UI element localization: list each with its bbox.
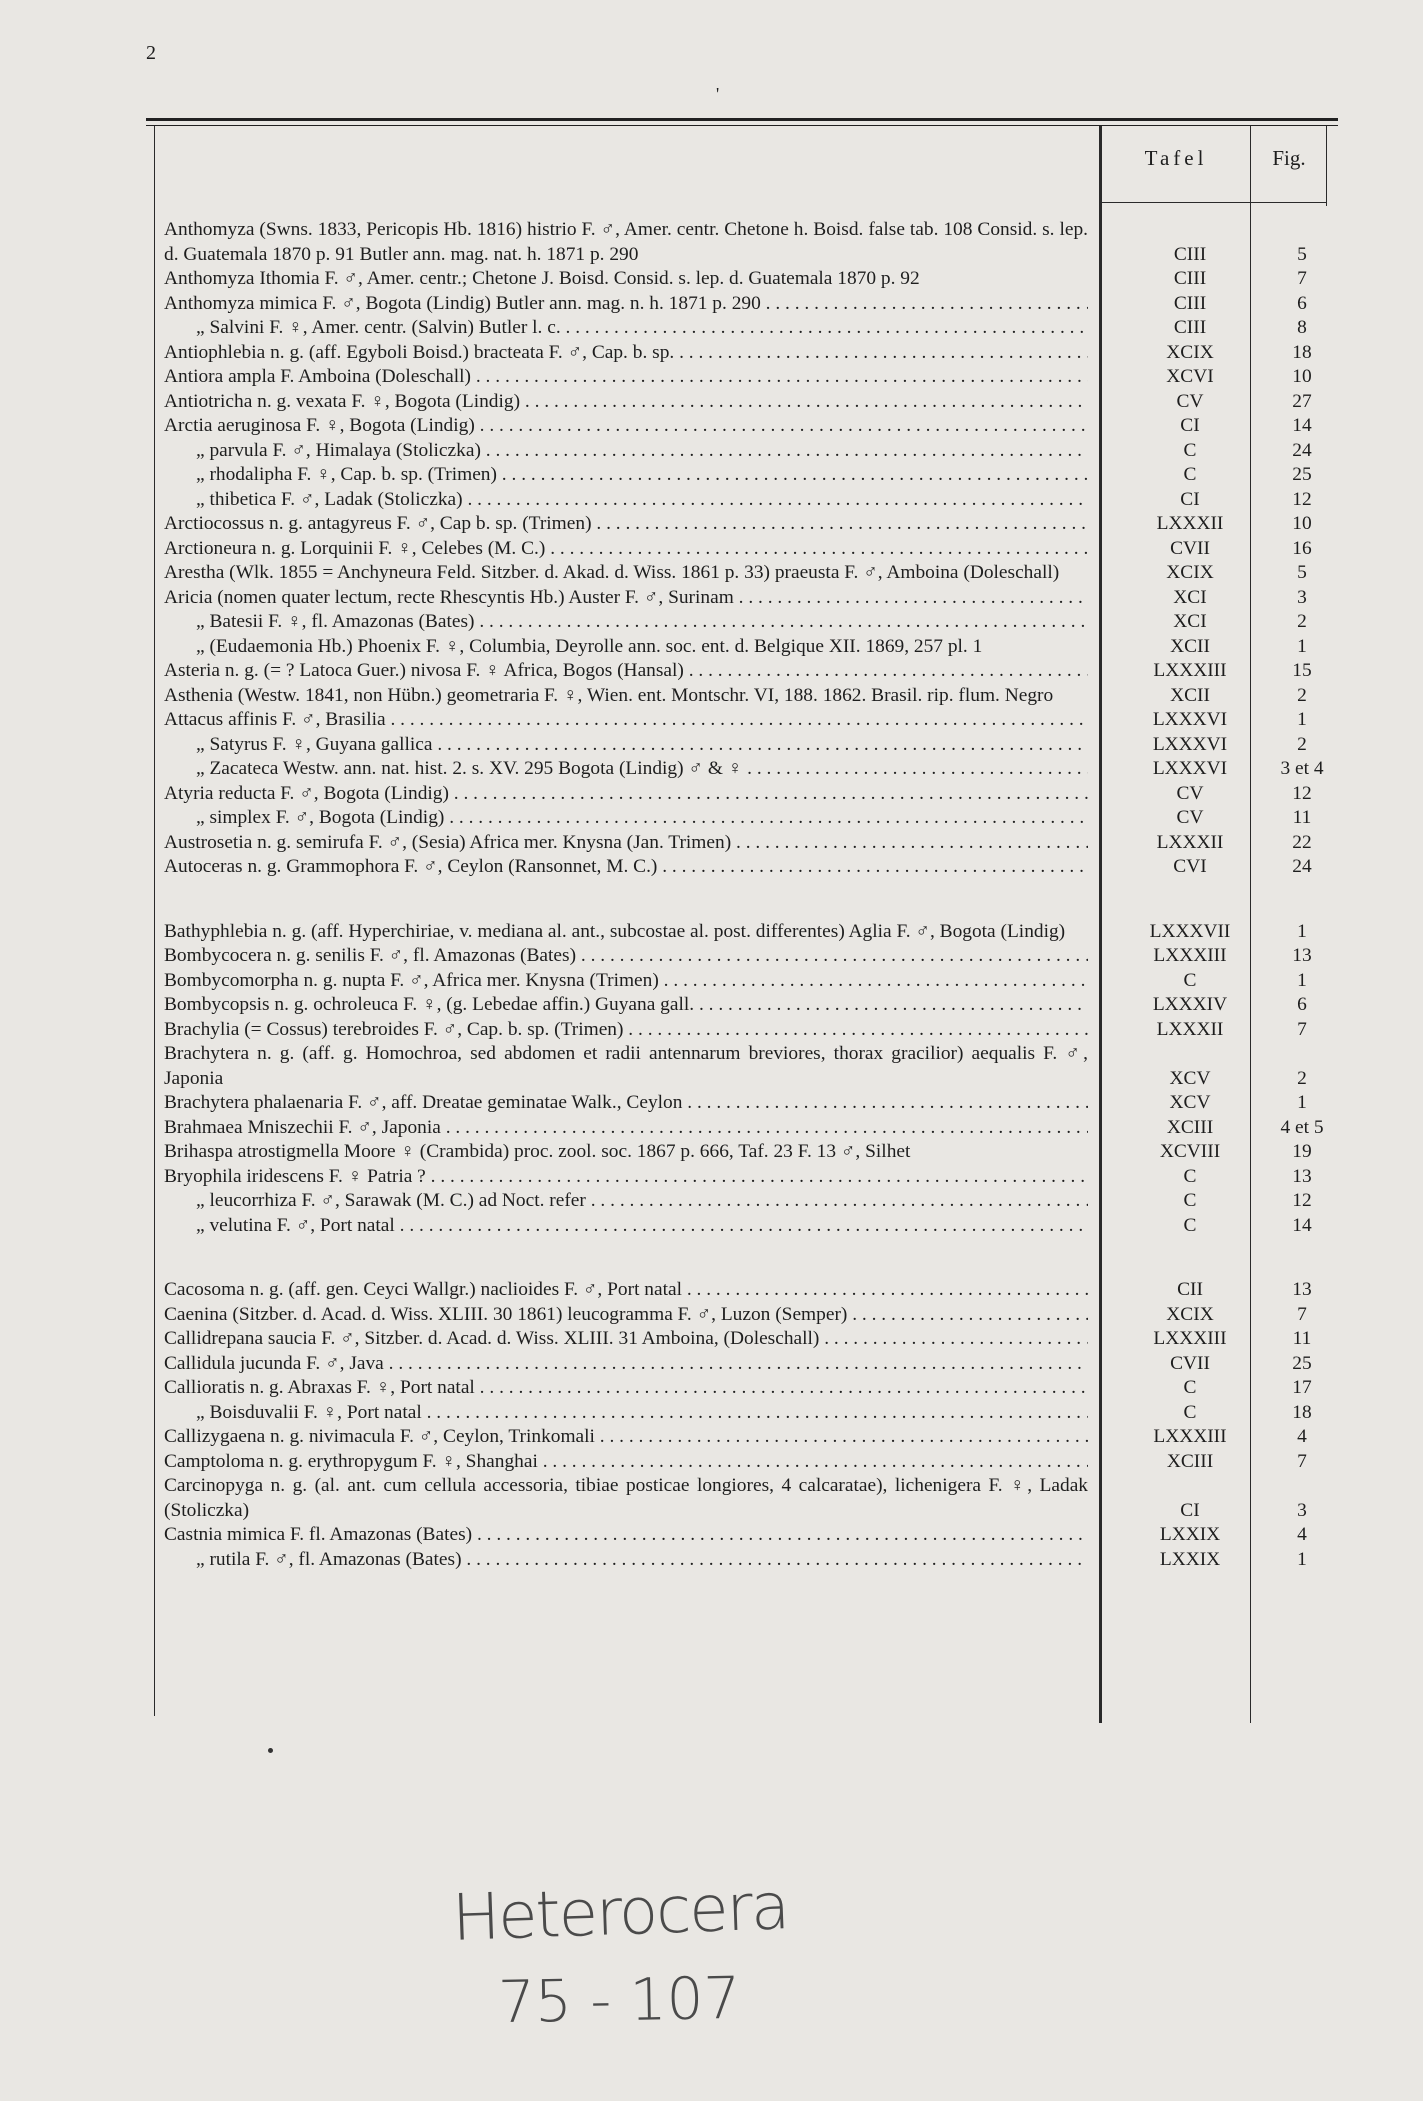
index-entry <box>164 1278 1344 1303</box>
entry-tafel: C <box>1183 464 1197 485</box>
entry-text: Carcinopyga n. g. (al. ant. cum cellula accessoria, tibiae posticae longiores, 4 calcaratae), lichenigera F. ♀, Ladak (Stoliczka) <box>164 1475 1088 1521</box>
entry-fig: 12 <box>1292 782 1312 804</box>
entry-tafel: LXXIX <box>1159 1524 1221 1545</box>
index-entry <box>164 610 1344 635</box>
index-entry <box>164 1116 1344 1141</box>
entry-text: Attacus affinis F. ♂, Brasilia . . . <box>164 708 1088 733</box>
index-entry <box>164 1376 1344 1401</box>
entry-tafel: CV <box>1176 807 1204 828</box>
entry-fig: 12 <box>1292 488 1312 510</box>
entry-text: Bombycomorpha n. g. nupta F. ♂, Africa mer. Knysna (Trimen) . . . <box>164 969 1088 994</box>
entry-fig: 22 <box>1292 831 1312 853</box>
entry-text: Aricia (nomen quater lectum, recte Rhescyntis Hb.) Auster F. ♂, Surinam . . . <box>164 586 1088 611</box>
index-entry <box>164 635 1344 660</box>
index-entry <box>164 782 1344 807</box>
entry-text: Asthenia (Westw. 1841, non Hübn.) geometraria F. ♀, Wien. ent. Montschr. VI, 188. 1862. Brasil. rip. flum. Negro <box>164 684 1054 706</box>
entry-fig: 18 <box>1292 1401 1312 1423</box>
entry-text: Brahmaea Mniszechii F. ♂, Japonia . . . <box>164 1116 1088 1141</box>
index-entry <box>164 1165 1344 1190</box>
index-entry <box>164 684 1344 709</box>
entry-tafel: CI <box>1180 415 1200 436</box>
entry-text: Antiotricha n. g. vexata F. ♀, Bogota (Lindig) . . . <box>164 390 1088 415</box>
entry-text: Camptoloma n. g. erythropygum F. ♀, Shanghai . . . <box>164 1450 1088 1475</box>
entry-text: Antiora ampla F. Amboina (Doleschall) . . . <box>164 365 1088 390</box>
entry-fig: 1 <box>1297 920 1307 942</box>
index-entry <box>164 708 1344 733</box>
entry-tafel: C <box>1183 1377 1197 1398</box>
entry-text: Callizygaena n. g. nivimacula F. ♂, Ceylon, Trinkomali . . . <box>164 1425 1088 1450</box>
entry-fig: 2 <box>1297 1067 1307 1089</box>
entry-tafel: C <box>1183 439 1197 461</box>
entry-tafel: CVII <box>1170 1352 1210 1374</box>
entry-fig: 1 <box>1297 1092 1307 1113</box>
index-entry <box>164 733 1344 758</box>
entry-tafel: LXXXIII <box>1153 945 1227 966</box>
entry-tafel: C <box>1183 1165 1197 1187</box>
entry-text: Arctia aeruginosa F. ♀, Bogota (Lindig) . . . <box>164 414 1088 439</box>
entry-fig: 3 et 4 <box>1280 758 1324 779</box>
entry-text: „ Satyrus F. ♀, Guyana gallica . . . <box>164 733 1088 758</box>
index-entry <box>164 1450 1344 1475</box>
entry-fig: 13 <box>1292 1165 1312 1187</box>
entry-tafel: CV <box>1176 782 1204 804</box>
entry-tafel: XCVI <box>1166 366 1214 387</box>
entry-text: „ simplex F. ♂, Bogota (Lindig) . . . <box>164 806 1088 831</box>
index-entry <box>164 1523 1344 1548</box>
entry-fig: 19 <box>1292 1141 1312 1162</box>
index-entry <box>164 1474 1344 1523</box>
index-entry <box>164 1401 1344 1426</box>
entry-tafel: CVII <box>1170 537 1210 559</box>
entry-fig: 4 <box>1297 1426 1307 1447</box>
entry-tafel: LXXIX <box>1159 1548 1221 1570</box>
entry-text: „ rhodalipha F. ♀, Cap. b. sp. (Trimen) . . . <box>164 463 1088 488</box>
entry-text: Bathyphlebia n. g. (aff. Hyperchiriae, v. mediana al. ant., subcostae al. post. differentes) Aglia F. ♂, Bogota (Lindig) <box>164 920 1066 942</box>
ink-dot <box>268 1748 273 1753</box>
entry-tafel: C <box>1183 969 1197 991</box>
index-entry <box>164 1042 1344 1091</box>
entry-text: Castnia mimica F. fl. Amazonas (Bates) . . . <box>164 1523 1088 1548</box>
entry-text: Arctiocossus n. g. antagyreus F. ♂, Cap b. sp. (Trimen) . . . <box>164 512 1088 537</box>
index-entry <box>164 855 1344 880</box>
section-spacer <box>164 880 1344 920</box>
entry-tafel: XCII <box>1170 635 1210 657</box>
entry-tafel: XCIII <box>1166 1450 1214 1472</box>
entry-fig: 1 <box>1297 635 1307 657</box>
section-spacer <box>164 1238 1344 1278</box>
entry-tafel: LXXXVI <box>1152 733 1228 755</box>
top-rule-thin <box>146 125 1338 126</box>
entry-text: Brachylia (= Cossus) terebroides F. ♂, Cap. b. sp. (Trimen) . . . <box>164 1018 1088 1043</box>
index-entry <box>164 920 1344 945</box>
entry-tafel: LXXXII <box>1156 831 1224 853</box>
index-entry <box>164 1189 1344 1214</box>
entry-fig: 6 <box>1297 292 1307 314</box>
entry-fig: 16 <box>1292 537 1312 559</box>
entry-text: Antiophlebia n. g. (aff. Egyboli Boisd.) bracteata F. ♂, Cap. b. sp. . . . <box>164 341 1088 366</box>
index-entry <box>164 488 1344 513</box>
index-entry <box>164 1140 1344 1165</box>
index-entry <box>164 316 1344 341</box>
index-entry <box>164 365 1344 390</box>
entry-tafel: CI <box>1180 1499 1200 1521</box>
entry-fig: 18 <box>1292 341 1312 363</box>
entry-tafel: XCV <box>1169 1067 1211 1089</box>
entry-text: Atyria reducta F. ♂, Bogota (Lindig) . . . <box>164 782 1088 807</box>
entry-fig: 1 <box>1297 1548 1307 1570</box>
entry-fig: 2 <box>1297 611 1307 632</box>
entry-fig: 3 <box>1297 586 1307 608</box>
entry-text: Anthomyza mimica F. ♂, Bogota (Lindig) Butler ann. mag. n. h. 1871 p. 290 . . . <box>164 292 1088 317</box>
entry-fig: 12 <box>1292 1190 1312 1211</box>
index-entry <box>164 512 1344 537</box>
index-entry <box>164 831 1344 856</box>
entry-tafel: LXXXIV <box>1152 994 1228 1015</box>
left-border <box>154 126 155 1716</box>
index-entry <box>164 1548 1344 1573</box>
entry-tafel: LXXXII <box>1156 1018 1224 1040</box>
entry-tafel: XCIX <box>1166 1303 1214 1325</box>
index-entry <box>164 390 1344 415</box>
index-entry <box>164 993 1344 1018</box>
index-entry <box>164 969 1344 994</box>
entry-tafel: XCIX <box>1166 562 1214 583</box>
index-entry <box>164 586 1344 611</box>
entry-tafel: LXXXIII <box>1153 1426 1227 1447</box>
entry-text: Arestha (Wlk. 1855 = Anchyneura Feld. Sitzber. d. Akad. d. Wiss. 1861 p. 33) praeusta F. ♂, Amboina (Doleschall) <box>164 562 1060 583</box>
entry-text: Anthomyza Ithomia F. ♂, Amer. centr.; Chetone J. Boisd. Consid. s. lep. d. Guatemala 1870 p. 92 <box>164 268 920 289</box>
entry-text: „ (Eudaemonia Hb.) Phoenix F. ♀, Columbia, Deyrolle ann. soc. ent. d. Belgique XII. 1869, 257 pl. 1 <box>196 635 983 657</box>
entry-fig: 24 <box>1292 856 1312 877</box>
entry-text: Callidula jucunda F. ♂, Java . . . <box>164 1352 1088 1377</box>
entry-text: „ leucorrhiza F. ♂, Sarawak (M. C.) ad Noct. refer . . . <box>164 1189 1088 1214</box>
index-entry <box>164 1214 1344 1239</box>
entry-text: Callidrepana saucia F. ♂, Sitzber. d. Acad. d. Wiss. XLIII. 31 Amboina, (Doleschall) . . . <box>164 1327 1088 1352</box>
entry-fig: 24 <box>1292 439 1312 461</box>
index-entry <box>164 414 1344 439</box>
entry-tafel: XCIII <box>1166 1116 1214 1138</box>
entry-tafel: C <box>1183 1214 1197 1236</box>
entry-text: „ Zacateca Westw. ann. nat. hist. 2. s. XV. 295 Bogota (Lindig) ♂ & ♀ . . . <box>164 757 1088 782</box>
entry-fig: 13 <box>1292 1279 1312 1300</box>
entry-text: Bombycopsis n. g. ochroleuca F. ♀, (g. Lebedae affin.) Guyana gall. . . . <box>164 993 1088 1018</box>
entry-text: Brachytera phalaenaria F. ♂, aff. Dreatae geminatae Walk., Ceylon . . . <box>164 1091 1088 1116</box>
entry-fig: 14 <box>1292 415 1312 436</box>
index-entry <box>164 944 1344 969</box>
entry-tafel: XCI <box>1173 611 1207 632</box>
entry-fig: 11 <box>1292 807 1312 828</box>
entry-tafel: CIII <box>1173 243 1207 265</box>
index-entry <box>164 463 1344 488</box>
entry-text: Brihaspa atrostigmella Moore ♀ (Crambida) proc. zool. soc. 1867 p. 666, Taf. 23 F. 13 ♂, Silhet <box>164 1141 911 1162</box>
entry-tafel: CVI <box>1173 856 1207 877</box>
index-entry <box>164 267 1344 292</box>
entry-tafel: CIII <box>1173 292 1207 314</box>
top-rule <box>146 118 1338 121</box>
entry-fig: 8 <box>1297 317 1307 338</box>
entry-tafel: LXXXIII <box>1153 660 1227 681</box>
index-entry <box>164 806 1344 831</box>
entry-text: Cacosoma n. g. (aff. gen. Ceyci Wallgr.) naclioides F. ♂, Port natal . . . <box>164 1278 1088 1303</box>
index-entry <box>164 1352 1344 1377</box>
entry-fig: 2 <box>1297 684 1307 706</box>
entry-fig: 27 <box>1292 390 1312 412</box>
entry-fig: 3 <box>1297 1499 1307 1521</box>
fig-header-rule <box>1251 202 1327 203</box>
tick-mark: ' <box>716 84 720 104</box>
entry-tafel: CII <box>1177 1279 1203 1300</box>
column-header-fig: Fig. <box>1272 146 1306 170</box>
entry-text: „ thibetica F. ♂, Ladak (Stoliczka) . . . <box>164 488 1088 513</box>
index-entry <box>164 659 1344 684</box>
index-entry <box>164 537 1344 562</box>
index-entry <box>164 1303 1344 1328</box>
entry-tafel: LXXXVII <box>1149 920 1231 942</box>
entry-tafel: LXXXII <box>1156 513 1224 534</box>
entry-fig: 7 <box>1297 1303 1307 1325</box>
index-entry <box>164 561 1344 586</box>
entry-text: „ Boisduvalii F. ♀, Port natal . . . <box>164 1401 1088 1426</box>
entry-fig: 1 <box>1297 969 1307 991</box>
entry-fig: 11 <box>1292 1328 1312 1349</box>
handwritten-note-range: 75 - 107 <box>497 1963 741 2037</box>
entry-tafel: CIII <box>1173 317 1207 338</box>
entry-fig: 10 <box>1292 513 1312 534</box>
entry-text: „ velutina F. ♂, Port natal . . . <box>164 1214 1088 1239</box>
index-entry <box>164 439 1344 464</box>
entry-tafel: CI <box>1180 488 1200 510</box>
entry-tafel: XCIX <box>1166 341 1214 363</box>
entry-fig: 25 <box>1292 1352 1312 1374</box>
entry-fig: 7 <box>1297 268 1307 289</box>
entry-fig: 4 <box>1297 1524 1307 1545</box>
index-entry <box>164 1425 1344 1450</box>
entry-text: Bombycocera n. g. senilis F. ♂, fl. Amazonas (Bates) . . . <box>164 944 1088 969</box>
entry-fig: 25 <box>1292 464 1312 485</box>
entry-fig: 7 <box>1297 1018 1307 1040</box>
entry-text: Autoceras n. g. Grammophora F. ♂, Ceylon (Ransonnet, M. C.) . . . <box>164 855 1088 880</box>
entry-text: „ Batesii F. ♀, fl. Amazonas (Bates) . . . <box>164 610 1088 635</box>
entry-fig: 4 et 5 <box>1280 1116 1324 1138</box>
entry-text: Asteria n. g. (= ? Latoca Guer.) nivosa F. ♀ Africa, Bogos (Hansal) . . . <box>164 659 1088 684</box>
index-entries <box>164 218 1344 1572</box>
entry-text: Brachytera n. g. (aff. g. Homochroa, sed abdomen et radii antennarum breviores, thorax gracilior) aequalis F. ♂, Japonia <box>164 1043 1088 1089</box>
entry-tafel: XCVIII <box>1159 1141 1221 1162</box>
index-entry <box>164 1018 1344 1043</box>
entry-text: Anthomyza (Swns. 1833, Pericopis Hb. 1816) histrio F. ♂, Amer. centr. Chetone h. Boisd. false tab. 108 Consid. s. lep. d. Guatemala 1870 p. 91 Butler ann. mag. nat. h. 1871 p. 290 <box>164 219 1088 265</box>
entry-tafel: C <box>1183 1190 1197 1211</box>
entry-text: „ rutila F. ♂, fl. Amazonas (Bates) . . . <box>164 1548 1088 1573</box>
entry-tafel: LXXXIII <box>1153 1328 1227 1349</box>
entry-fig: 5 <box>1297 243 1307 265</box>
index-entry <box>164 218 1344 267</box>
entry-text: Austrosetia n. g. semirufa F. ♂, (Sesia) Africa mer. Knysna (Jan. Trimen) . . . <box>164 831 1088 856</box>
entry-text: Callioratis n. g. Abraxas F. ♀, Port natal . . . <box>164 1376 1088 1401</box>
entry-text: Caenina (Sitzber. d. Acad. d. Wiss. XLIII. 30 1861) leucogramma F. ♂, Luzon (Semper) . . . <box>164 1303 1088 1328</box>
entry-text: Bryophila iridescens F. ♀ Patria ? . . . <box>164 1165 1088 1190</box>
index-entry <box>164 1327 1344 1352</box>
entry-fig: 7 <box>1297 1450 1307 1472</box>
entry-fig: 6 <box>1297 994 1307 1015</box>
entry-text: „ Salvini F. ♀, Amer. centr. (Salvin) Butler l. c. . . . <box>164 316 1088 341</box>
entry-fig: 14 <box>1292 1214 1312 1236</box>
column-header-tafel: Tafel <box>1144 146 1208 170</box>
entry-fig: 13 <box>1292 945 1312 966</box>
entry-text: „ parvula F. ♂, Himalaya (Stoliczka) . . . <box>164 439 1088 464</box>
entry-text: Arctioneura n. g. Lorquinii F. ♀, Celebes (M. C.) . . . <box>164 537 1088 562</box>
entry-tafel: XCV <box>1169 1092 1211 1113</box>
entry-fig: 17 <box>1292 1377 1312 1398</box>
entry-tafel: CV <box>1176 390 1204 412</box>
entry-fig: 1 <box>1297 709 1307 730</box>
entry-tafel: LXXXVI <box>1152 709 1228 730</box>
entry-fig: 2 <box>1297 733 1307 755</box>
entry-fig: 5 <box>1297 562 1307 583</box>
entry-tafel: C <box>1183 1401 1197 1423</box>
handwritten-note-title: Heterocera <box>450 1870 790 1956</box>
index-entry <box>164 341 1344 366</box>
entry-tafel: CIII <box>1173 268 1207 289</box>
entry-tafel: XCII <box>1170 684 1210 706</box>
index-entry <box>164 757 1344 782</box>
index-entry <box>164 1091 1344 1116</box>
entry-tafel: XCI <box>1173 586 1207 608</box>
page-number: 2 <box>146 42 156 64</box>
entry-tafel: LXXXVI <box>1152 758 1228 779</box>
entry-fig: 10 <box>1292 366 1312 387</box>
index-entry <box>164 292 1344 317</box>
entry-fig: 15 <box>1292 660 1312 681</box>
tafel-header-rule <box>1102 202 1250 203</box>
